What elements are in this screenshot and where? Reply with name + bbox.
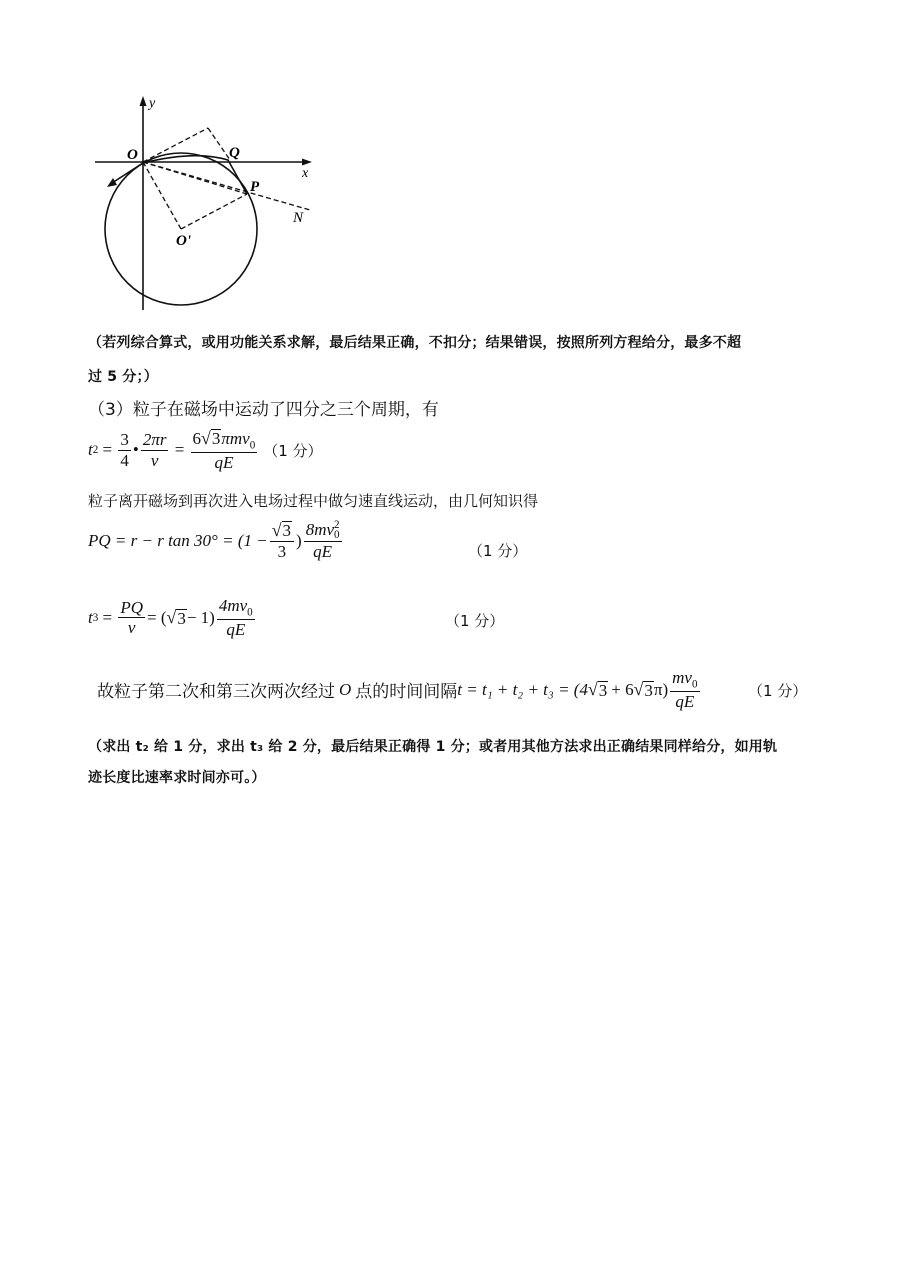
eq2-lhs: PQ = r − r tan 30° = (1 − xyxy=(88,530,268,550)
label-n: N xyxy=(293,210,304,226)
eq1-lhs-sub: 2 xyxy=(92,444,99,457)
eq1-fraction-result: 6 √ 3 πmv$_0$ qE xyxy=(192,428,256,473)
eq1-lhs: t xyxy=(88,440,93,460)
eq3-fraction-pq-v: $\frac{PQ}{v}$ xyxy=(120,597,144,638)
eq3-lhs: t xyxy=(88,607,93,627)
label-p: P xyxy=(250,179,260,195)
eq1-fraction-3-4: $\frac{3}{4}$ xyxy=(120,430,129,470)
label-y: y xyxy=(149,96,156,111)
trajectory-figure xyxy=(85,92,325,322)
eq1-fraction-2pir-v: $\frac{2\pi r}{v}$ xyxy=(142,430,167,470)
equation-t3: t 3 = $\frac{PQ}{v}$ = ( √ 3 − 1) $\frac{4mv_0}{qE}$ xyxy=(88,596,253,640)
eq1-score: （1 分） xyxy=(263,441,323,460)
eq2-fraction-sqrt3-3: √ 3 3 xyxy=(270,520,294,561)
conclusion-score: （1 分） xyxy=(748,682,808,700)
equation-t2: t 2 = $\frac{3}{4}$ • $\frac{2\pi r}{v}$ = 6 √ 3 πmv$_0$ qE （1 分） xyxy=(88,428,323,473)
label-o: O xyxy=(127,147,138,163)
scoring-note-1-line1: （若列综合算式，或用功能关系求解，最后结果正确，不扣分；结果错误，按照所列方程给分，最多不超 xyxy=(88,335,742,351)
scoring-note-2-line2: 迹长度比速率求时间亦可。） xyxy=(88,770,266,786)
scoring-note-1-line2: 过 5 分；） xyxy=(88,369,158,385)
eq3-score: （1 分） xyxy=(445,612,505,630)
scoring-note-2-line1: （求出 t₂ 给 1 分，求出 t₃ 给 2 分，最后结果正确得 1 分；或者用其他方法求出正确结果同样给分，如用轨 xyxy=(88,739,778,755)
label-x: x xyxy=(302,166,309,181)
geometry-statement: 粒子离开磁场到再次进入电场过程中做匀速直线运动，由几何知识得 xyxy=(88,492,539,510)
label-o-prime: O' xyxy=(176,233,191,249)
eq2-score: （1 分） xyxy=(468,542,528,560)
conclusion-line: 故粒子第二次和第三次两次经过 O 点的时间间隔 t = t₁ + t₂ + t₃ = (4 √ 3 + 6 √ 3 π) $\frac{mv_0}{qE}$ xyxy=(97,668,698,712)
equation-pq: PQ = r − r tan 30° = (1 − √ 3 3 ) 8mv 2 0 qE xyxy=(88,519,340,562)
label-q: Q xyxy=(229,145,240,161)
conclusion-fraction: $\frac{mv_0}{qE}$ xyxy=(672,668,698,712)
eq2-fraction-8mv0sq-qe: 8mv 2 0 qE xyxy=(305,519,340,562)
eq3-fraction-4mv0-qe: $\frac{4mv_0}{qE}$ xyxy=(218,596,253,640)
part3-intro: （3）粒子在磁场中运动了四分之三个周期，有 xyxy=(88,400,439,420)
